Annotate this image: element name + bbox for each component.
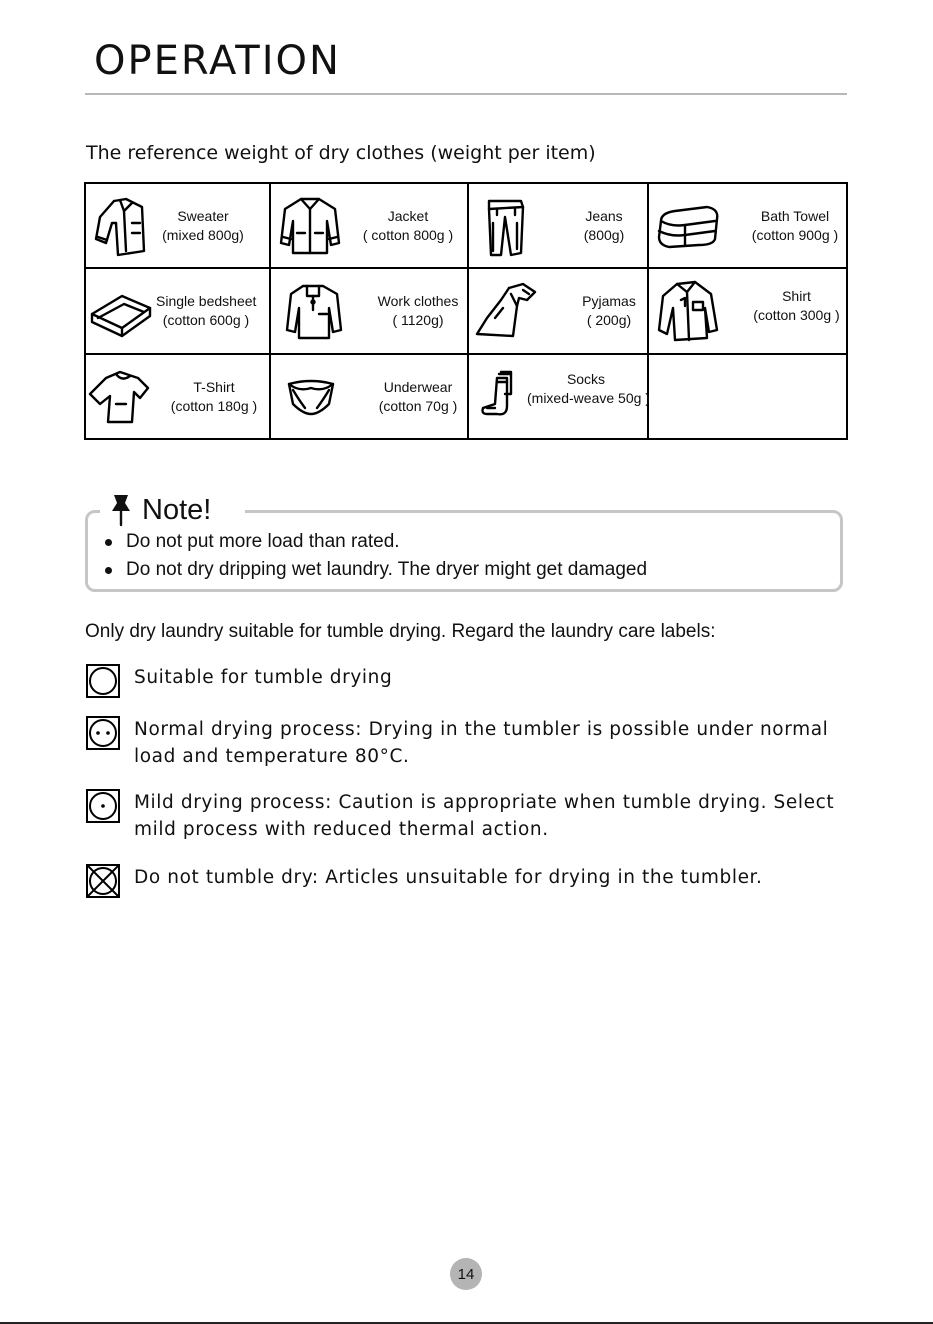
pushpin-icon <box>108 492 136 528</box>
weight-cell-work-clothes <box>270 268 468 353</box>
weight-cell-bedsheet <box>85 268 270 353</box>
weight-cell-pyjamas <box>468 268 648 353</box>
note-title: Note! <box>142 493 212 526</box>
item-name: Work clothes <box>377 293 459 310</box>
underwear-icon <box>279 364 345 430</box>
weight-cell-jacket <box>270 183 468 268</box>
item-weight: ( cotton 800g ) <box>362 227 454 244</box>
weight-cell-tshirt <box>85 354 270 439</box>
tumble-dry-normal-icon <box>86 716 120 750</box>
care-text: Mild drying process: Caution is appropriate when tumble drying. Select mild process with reduced thermal action. <box>134 792 835 840</box>
pyjamas-icon <box>473 278 539 344</box>
bullet-icon <box>105 539 112 546</box>
tumble-dry-icon <box>86 664 120 698</box>
item-name: Socks <box>566 370 606 387</box>
note-list <box>105 528 647 584</box>
item-name: Jeans <box>585 208 623 225</box>
work-clothes-icon <box>281 278 347 344</box>
weight-cell-underwear <box>270 354 468 439</box>
item-weight: (mixed-weave 50g ) <box>527 389 650 406</box>
sweater-icon <box>90 193 156 259</box>
bedsheet-icon <box>88 278 154 344</box>
item-weight: ( 200g) <box>586 312 632 329</box>
item-weight: (800g) <box>583 227 625 244</box>
note-header <box>100 490 245 530</box>
bath-towel-icon <box>655 193 721 259</box>
item-weight: ( 1120g) <box>392 312 444 329</box>
item-name: Pyjamas <box>582 293 636 310</box>
tshirt-icon <box>86 364 152 430</box>
weights-caption: The reference weight of dry clothes (weight per item) <box>86 142 596 164</box>
weight-cell-shirt <box>648 268 847 353</box>
item-weight: (cotton 600g ) <box>162 312 250 329</box>
item-name: Underwear <box>383 378 453 395</box>
jeans-icon <box>477 193 543 259</box>
item-weight: (cotton 300g ) <box>753 307 840 324</box>
title-divider <box>85 93 847 95</box>
jacket-icon <box>277 193 343 259</box>
note-text: Do not put more load than rated. <box>126 531 400 552</box>
care-text: Suitable for tumble drying <box>134 667 393 688</box>
weight-cell-empty <box>648 354 847 439</box>
note-item <box>105 528 647 556</box>
item-name: Jacket <box>387 208 429 225</box>
item-weight: (mixed 800g) <box>162 227 244 244</box>
bullet-icon <box>105 567 112 574</box>
item-weight: (cotton 180g ) <box>170 397 258 414</box>
item-name: Bath Towel <box>760 208 830 225</box>
care-intro: Only dry laundry suitable for tumble drying. Regard the laundry care labels: <box>85 621 716 642</box>
item-name: Shirt <box>782 288 811 305</box>
weight-cell-sweater <box>85 183 270 268</box>
tumble-dry-mild-icon <box>86 789 120 823</box>
weight-cell-bath-towel <box>648 183 847 268</box>
care-text: Do not tumble dry: Articles unsuitable for drying in the tumbler. <box>134 867 763 888</box>
care-text: Normal drying process: Drying in the tumbler is possible under normal load and temperature 80°C. <box>134 719 829 767</box>
clothes-weight-table <box>84 182 848 440</box>
note-text: Do not dry dripping wet laundry. The dryer might get damaged <box>126 559 648 580</box>
weight-cell-socks <box>468 354 648 439</box>
item-weight: (cotton 900g ) <box>751 227 839 244</box>
item-name: Sweater <box>177 208 229 225</box>
note-item <box>105 556 647 584</box>
item-name: Single bedsheet <box>156 293 257 310</box>
weight-cell-jeans <box>468 183 648 268</box>
item-name: T-Shirt <box>193 378 235 395</box>
shirt-icon <box>657 278 723 344</box>
page-title: OPERATION <box>94 38 341 84</box>
item-weight: (cotton 70g ) <box>378 397 458 414</box>
page-number: 14 <box>450 1258 482 1290</box>
do-not-tumble-dry-icon <box>86 864 120 898</box>
